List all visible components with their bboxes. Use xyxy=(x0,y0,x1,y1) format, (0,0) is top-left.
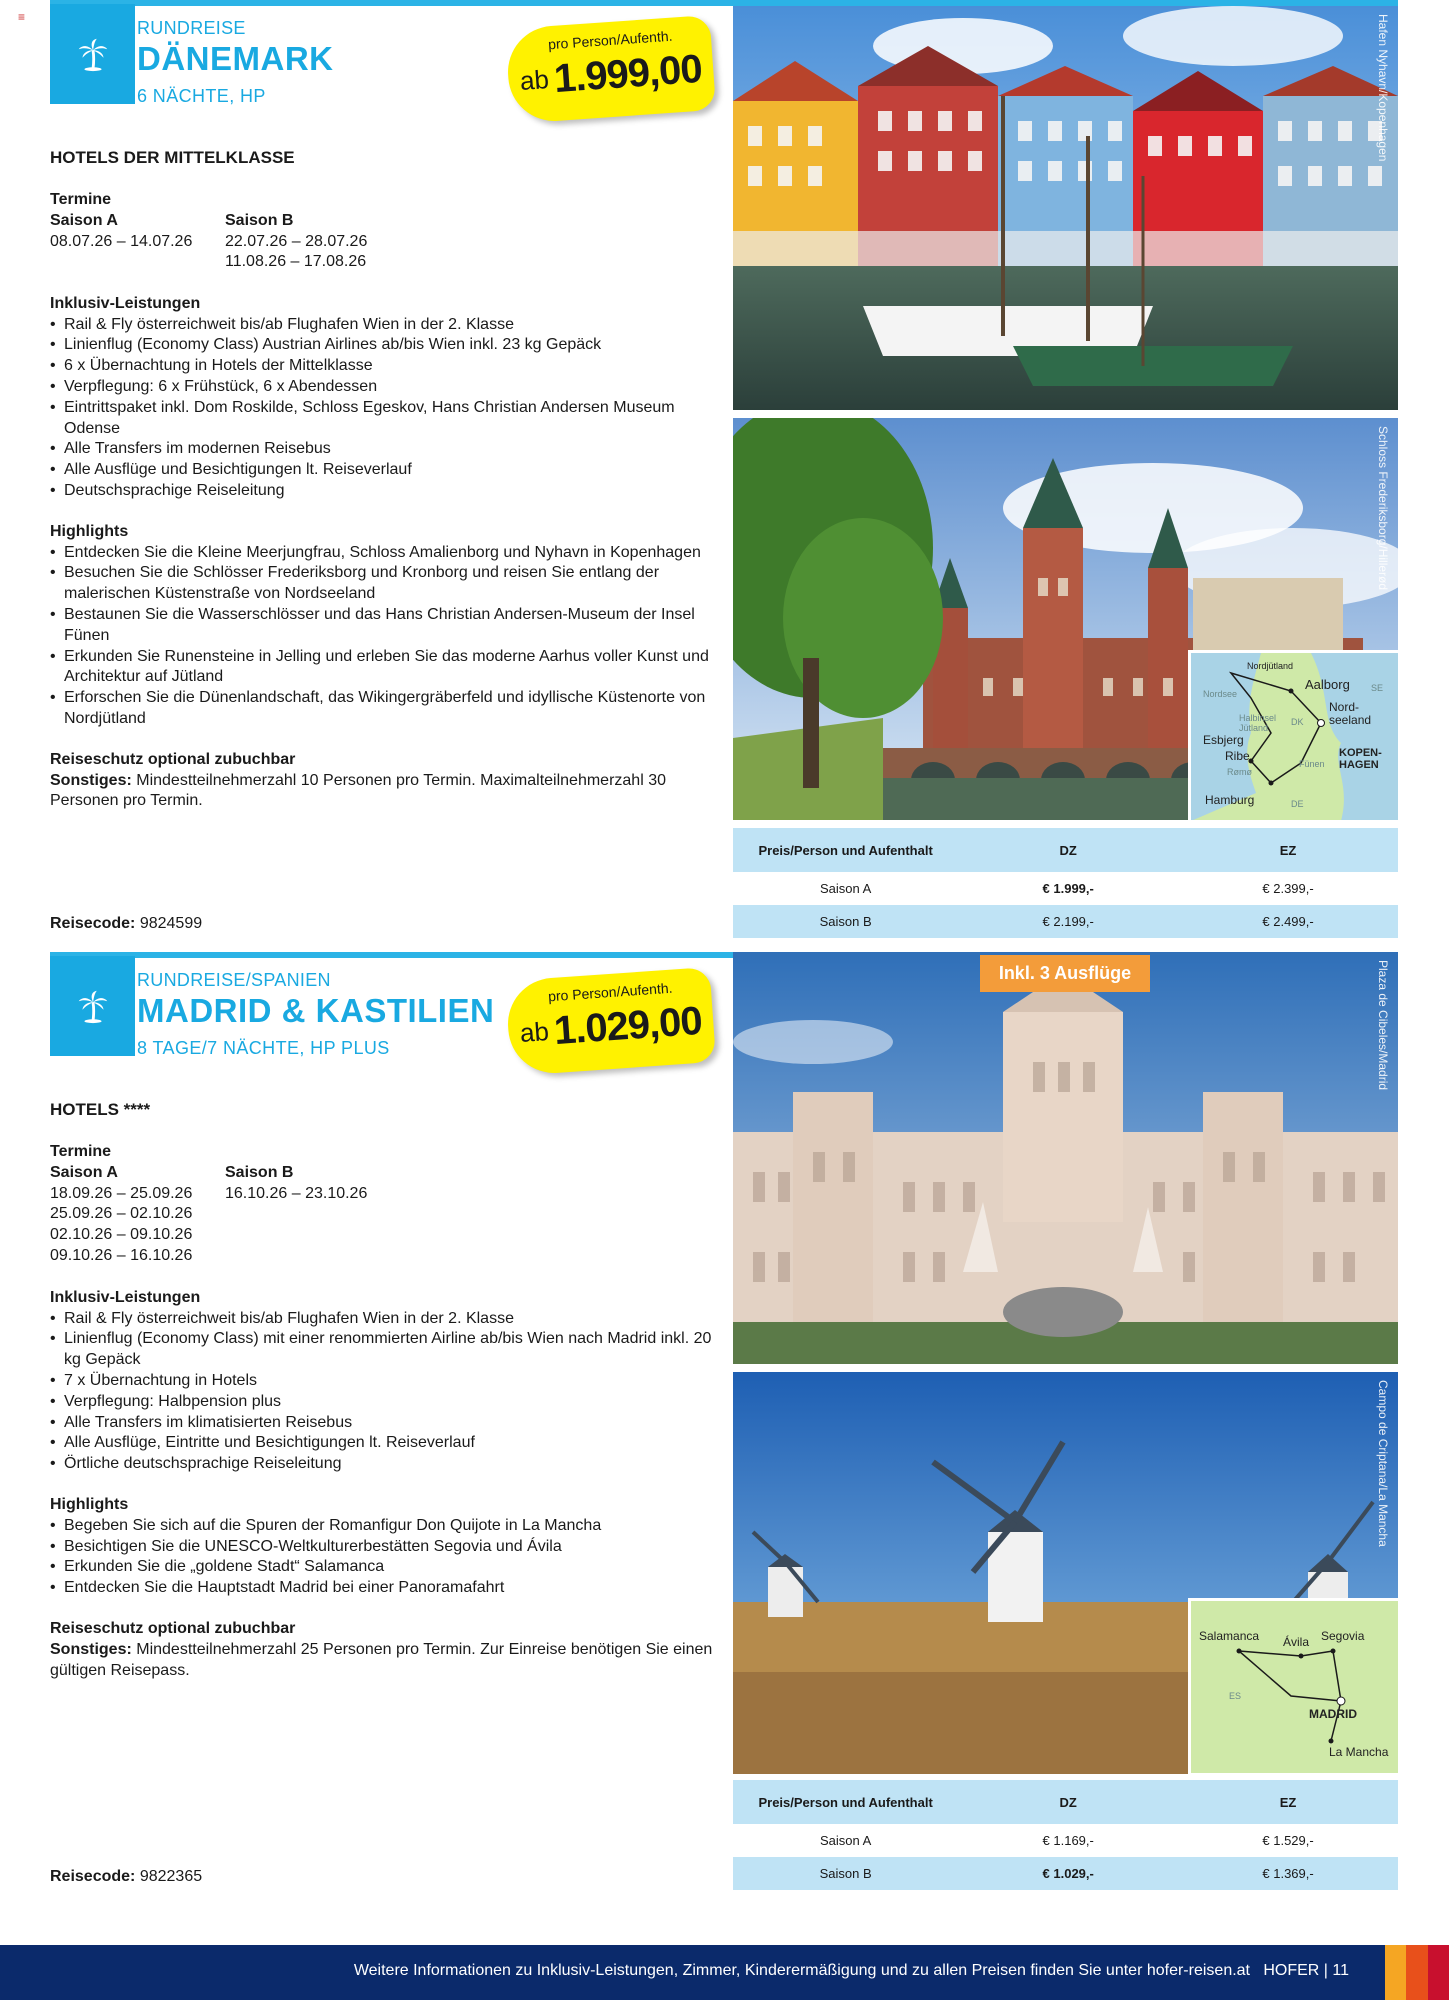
trip2-title: MADRID & KASTILIEN xyxy=(137,992,495,1029)
trip2-badge-ausfluege: Inkl. 3 Ausflüge xyxy=(980,955,1150,992)
list-item: • Entdecken Sie die Hauptstadt Madrid bei einer Panoramafahrt xyxy=(50,1578,720,1599)
trip1-reiseschutz: Reiseschutz optional zubuchbar xyxy=(50,750,296,768)
map-label-nordsee: Nordsee xyxy=(1203,689,1238,699)
list-item: • Begeben Sie sich auf die Spuren der Romanfigur Don Quijote in La Mancha xyxy=(50,1516,720,1537)
map-label-hamburg: Hamburg xyxy=(1205,793,1255,807)
trip1-saison-a-date: 08.07.26 – 14.07.26 xyxy=(50,232,193,250)
trip2-photo1-caption: Plaza de Cibeles/Madrid xyxy=(1376,960,1390,1091)
table-cell: € 2.499,- xyxy=(1178,905,1398,938)
trip2-photo-windmills xyxy=(733,1372,1398,1774)
table-cell: € 1.169,- xyxy=(1042,1833,1094,1848)
trip1-photo-nyhavn xyxy=(733,6,1398,410)
trip2-sonstiges-text: Mindestteilnehmerzahl 25 Personen pro Termin. Zur Einreise benötigen Sie einen gültigen Reisepass. xyxy=(50,1640,713,1679)
list-item: • Erkunden Sie die „goldene Stadt“ Salamanca xyxy=(50,1557,720,1578)
trip2-price-tag xyxy=(508,974,713,1069)
trip2-sonstiges xyxy=(50,1640,720,1682)
table-header: Preis/Person und Aufenthalt xyxy=(733,1780,958,1824)
trip1-saison-b-date: 11.08.26 – 17.08.26 xyxy=(225,253,367,271)
trip2-price-table xyxy=(733,1780,1398,1890)
table-header: DZ xyxy=(958,1780,1178,1824)
trip2-reisecode xyxy=(50,1868,202,1886)
table-cell: € 2.399,- xyxy=(1262,881,1314,896)
trip1-price-tag xyxy=(508,22,713,117)
map-label-se: SE xyxy=(1371,683,1384,693)
trip2-photo2-caption: Campo de Criptana/La Mancha xyxy=(1376,1380,1390,1547)
trip1-details xyxy=(50,190,720,812)
list-item: • Bestaunen Sie die Wasserschlösser und das Hans Christian Andersen-Museum der Insel Fünen xyxy=(50,605,720,647)
table-row xyxy=(733,1824,1398,1857)
trip1-price-prefix: ab xyxy=(518,64,550,96)
list-item: • Besuchen Sie die Schlösser Frederiksborg und Kronborg und reisen Sie entlang der malerischen Küstenstraße von Nordseeland xyxy=(50,563,720,605)
trip1-reisecode-label: Reisecode: xyxy=(50,915,136,932)
table-cell: € 1.529,- xyxy=(1262,1833,1314,1848)
map-label-nordseeland: Nord- seeland xyxy=(1329,700,1372,727)
trip1-reisecode xyxy=(50,915,202,933)
list-item: • Linienflug (Economy Class) Austrian Airlines ab/bis Wien inkl. 23 kg Gepäck xyxy=(50,335,720,356)
footer-info xyxy=(354,1962,1349,1980)
list-item: • Deutschsprachige Reiseleitung xyxy=(50,481,720,502)
trip2-reiseschutz: Reiseschutz optional zubuchbar xyxy=(50,1619,296,1637)
trip1-saison-b-date: 22.07.26 – 28.07.26 xyxy=(225,232,368,250)
trip2-saison-a-label: Saison A xyxy=(50,1163,118,1181)
map-label-dk: DK xyxy=(1291,717,1304,727)
table-cell: Saison A xyxy=(819,881,872,896)
map-label-romo: Rømø xyxy=(1227,767,1252,777)
map-label-es: ES xyxy=(1229,1691,1242,1701)
trip1-photo2-caption: Schloss Frederiksborg/Hillerød xyxy=(1376,426,1390,591)
trip1-sonstiges-label: Sonstiges: xyxy=(50,771,132,789)
trip1-inklusiv-list xyxy=(50,315,720,502)
palm-tree-icon xyxy=(74,35,112,73)
trip2-highlights-label: Highlights xyxy=(50,1495,129,1513)
map-label-madrid: MADRID xyxy=(1309,1707,1357,1721)
table-header: Preis/Person und Aufenthalt xyxy=(733,828,958,872)
trip1-inklusiv-label: Inklusiv-Leistungen xyxy=(50,294,201,312)
trip2-inklusiv-list xyxy=(50,1309,720,1475)
trip2-price-value: 1.029,00 xyxy=(552,998,704,1054)
trip2-price-label: pro Person/Aufenth. xyxy=(547,979,673,1005)
map-label-ribe: Ribe xyxy=(1225,749,1250,763)
map-label-nordjuetland: Nordjütland xyxy=(1247,661,1294,671)
trip1-price-table xyxy=(733,828,1398,938)
trip2-subtitle: 8 TAGE/7 NÄCHTE, HP PLUS xyxy=(137,1038,390,1058)
trip2-reisecode-value: 9822365 xyxy=(139,1868,203,1885)
map-label-salamanca: Salamanca xyxy=(1199,1629,1260,1643)
trip2-termine-label: Termine xyxy=(50,1143,112,1160)
trip2-inklusiv-label: Inklusiv-Leistungen xyxy=(50,1288,201,1306)
table-header: DZ xyxy=(958,828,1178,872)
table-row xyxy=(733,905,1398,938)
list-item: • Alle Ausflüge, Eintritte und Besichtigungen lt. Reiseverlauf xyxy=(50,1433,720,1454)
trip2-saison-b-date: 16.10.26 – 23.10.26 xyxy=(225,1184,368,1202)
trip1-saison-a-label: Saison A xyxy=(50,211,118,229)
trip1-price-label: pro Person/Aufenth. xyxy=(547,27,673,53)
trip1-price-value: 1.999,00 xyxy=(552,46,704,102)
map-label-avila: Ávila xyxy=(1283,1635,1310,1649)
trip1-highlights-list xyxy=(50,543,720,730)
list-item: • Rail & Fly österreichweit bis/ab Flughafen Wien in der 2. Klasse xyxy=(50,315,720,336)
trip1-photo1-caption: Hafen Nyhavn/Kopenhagen xyxy=(1376,14,1390,162)
stripe-red xyxy=(1428,1945,1449,2000)
table-row xyxy=(733,1857,1398,1890)
list-item: • Erforschen Sie die Dünenlandschaft, das Wikingergräberfeld und idyllische Küstenorte von Nordjütland xyxy=(50,688,720,730)
page-footer xyxy=(0,1945,1449,2000)
list-item: • 6 x Übernachtung in Hotels der Mittelklasse xyxy=(50,356,720,377)
trip2-saison-b-label: Saison B xyxy=(225,1163,294,1181)
palm-badge xyxy=(50,956,135,1056)
list-item: • Linienflug (Economy Class) mit einer renommierten Airline ab/bis Wien nach Madrid inkl. 20 kg Gepäck xyxy=(50,1329,720,1371)
table-cell: € 2.199,- xyxy=(958,905,1178,938)
trip1-reisecode-value: 9824599 xyxy=(139,915,203,932)
trip1-hotels: HOTELS DER MITTELKLASSE xyxy=(50,148,295,167)
map-label-halbinsel: Halbinsel Jütland xyxy=(1239,713,1277,733)
trip2-hotels: HOTELS **** xyxy=(50,1100,151,1119)
trip2-dates xyxy=(50,1163,720,1288)
stripe-red-orange xyxy=(1406,1945,1427,2000)
corner-mark: ≡ xyxy=(18,10,26,24)
trip1-highlights-label: Highlights xyxy=(50,522,129,540)
trip1-dates xyxy=(50,211,720,294)
palm-badge xyxy=(50,4,135,104)
table-cell: € 1.029,- xyxy=(958,1857,1178,1890)
table-cell: Saison B xyxy=(733,905,958,938)
table-cell: € 1.369,- xyxy=(1178,1857,1398,1890)
list-item: • Eintrittspaket inkl. Dom Roskilde, Schloss Egeskov, Hans Christian Andersen Museum Odense xyxy=(50,398,720,440)
list-item: • Entdecken Sie die Kleine Meerjungfrau, Schloss Amalienborg und Nyhavn in Kopenhagen xyxy=(50,543,720,564)
trip1-termine-label: Termine xyxy=(50,191,112,208)
trip1-sonstiges xyxy=(50,771,720,813)
map-label-esbjerg: Esbjerg xyxy=(1203,733,1244,747)
map-label-de: DE xyxy=(1291,799,1304,809)
trip1-saison-b-label: Saison B xyxy=(225,211,294,229)
trip2-saison-a-date: 02.10.26 – 09.10.26 xyxy=(50,1226,193,1244)
trip1-subtitle: 6 NÄCHTE, HP xyxy=(137,86,266,106)
list-item: • Verpflegung: 6 x Frühstück, 6 x Abendessen xyxy=(50,377,720,398)
trip2-saison-a-date: 25.09.26 – 02.10.26 xyxy=(50,1205,193,1223)
map-label-aalborg: Aalborg xyxy=(1305,677,1350,692)
trip1-map xyxy=(1188,650,1398,820)
table-cell: Saison B xyxy=(733,1857,958,1890)
map-label-lamancha: La Mancha xyxy=(1329,1745,1389,1759)
list-item: • Alle Transfers im modernen Reisebus xyxy=(50,439,720,460)
trip1-kicker: RUNDREISE xyxy=(137,18,246,38)
table-header: EZ xyxy=(1178,828,1398,872)
trip2-map xyxy=(1188,1598,1398,1774)
map-label-segovia: Segovia xyxy=(1321,1629,1365,1643)
list-item: • Örtliche deutschsprachige Reiseleitung xyxy=(50,1454,720,1475)
footer-text: Weitere Informationen zu Inklusiv-Leistungen, Zimmer, Kinderermäßigung und zu allen Preisen finden Sie unter hofer-reisen.at xyxy=(353,1962,1250,1979)
list-item: • Erkunden Sie Runensteine in Jelling und erleben Sie das moderne Aarhus voller Kunst und Architektur auf Jütland xyxy=(50,647,720,689)
table-cell: € 1.999,- xyxy=(1042,881,1094,896)
trip2-details xyxy=(50,1142,720,1681)
footer-brand: HOFER | 11 xyxy=(1263,1962,1349,1979)
list-item: • Besichtigen Sie die UNESCO-Weltkulturerbestätten Segovia und Ávila xyxy=(50,1537,720,1558)
map-label-kopenhagen: KOPEN- HAGEN xyxy=(1339,747,1382,771)
trip2-price-prefix: ab xyxy=(518,1016,550,1048)
table-row xyxy=(733,872,1398,905)
trip1-photo-frederiksborg xyxy=(733,418,1398,820)
trip1-sonstiges-text: Mindestteilnehmerzahl 10 Personen pro Termin. Maximalteilnehmerzahl 30 Personen pro Termin. xyxy=(50,771,666,810)
table-cell: Saison A xyxy=(819,1833,872,1848)
list-item: • Verpflegung: Halbpension plus xyxy=(50,1392,720,1413)
list-item: • Rail & Fly österreichweit bis/ab Flughafen Wien in der 2. Klasse xyxy=(50,1309,720,1330)
table-header: EZ xyxy=(1178,1780,1398,1824)
list-item: • Alle Ausflüge und Besichtigungen lt. Reiseverlauf xyxy=(50,460,720,481)
section2-top-rule xyxy=(50,952,733,958)
palm-tree-icon xyxy=(74,987,112,1025)
stripe-orange xyxy=(1385,1945,1406,2000)
footer-stripes xyxy=(1385,1945,1449,2000)
trip2-highlights-list xyxy=(50,1516,720,1599)
trip2-saison-a-date: 09.10.26 – 16.10.26 xyxy=(50,1246,193,1264)
trip2-photo-cibeles xyxy=(733,952,1398,1364)
trip2-sonstiges-label: Sonstiges: xyxy=(50,1640,132,1658)
trip2-reisecode-label: Reisecode: xyxy=(50,1868,136,1885)
trip1-title: DÄNEMARK xyxy=(137,40,334,77)
trip2-saison-a-date: 18.09.26 – 25.09.26 xyxy=(50,1184,193,1202)
trip2-kicker: RUNDREISE/SPANIEN xyxy=(137,970,331,990)
map-label-fuenen: Fünen xyxy=(1299,759,1325,769)
list-item: • Alle Transfers im klimatisierten Reisebus xyxy=(50,1413,720,1434)
list-item: • 7 x Übernachtung in Hotels xyxy=(50,1371,720,1392)
